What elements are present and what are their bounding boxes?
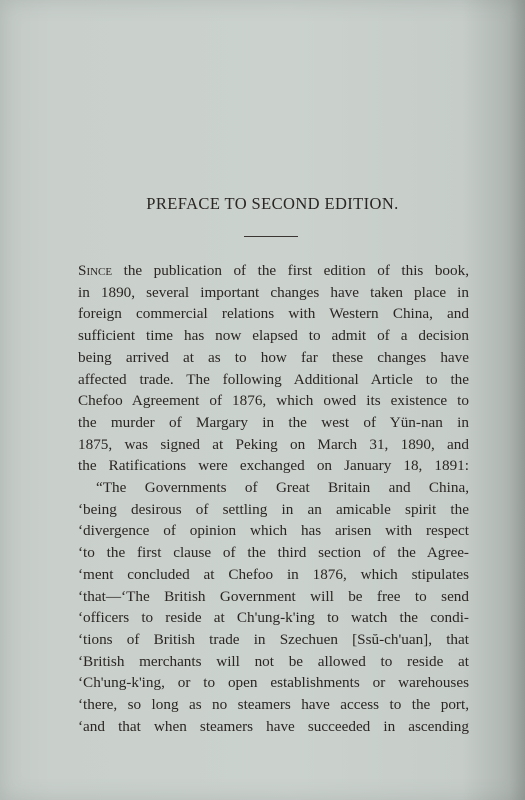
text-line: the murder of Margary in the west of Yün-nan in — [78, 413, 469, 431]
lead-word: Since — [78, 262, 113, 279]
text-line: in 1890, several important changes have taken place in — [78, 283, 469, 301]
first-line-rest: the publication of the first edition of this book, — [112, 262, 469, 279]
text-line: sufficient time has now elapsed to admit of a decision — [78, 327, 469, 345]
text-line: Chefoo Agreement of 1876, which owed its existence to — [78, 392, 469, 410]
quote-line: ‘to the first clause of the third section of the Agree- — [78, 544, 469, 562]
quote-line: ‘that—‘The British Government will be free to send — [78, 587, 469, 605]
quote-line: ‘British merchants will not be allowed to reside at — [78, 652, 469, 670]
quote-line: ‘ment concluded at Chefoo in 1876, which stipulates — [78, 565, 469, 583]
text-line: being arrived at as to how far these changes have — [78, 348, 469, 366]
preface-body — [78, 260, 469, 737]
text-line: 1875, was signed at Peking on March 31, 1890, and — [78, 435, 469, 453]
quote-line: ‘and that when steamers have succeeded in ascending — [78, 717, 469, 735]
text-line: the Ratifications were exchanged on January 18, 1891: — [78, 457, 469, 475]
quote-line: ‘being desirous of settling in an amicable spirit the — [78, 500, 469, 518]
text-line — [78, 260, 469, 282]
quote-line: ‘officers to reside at Ch'ung-k'ing to watch the condi- — [78, 609, 469, 627]
text-line: foreign commercial relations with Western China, and — [78, 305, 469, 323]
heading-rule — [244, 236, 298, 237]
quote-line: ‘divergence of opinion which has arisen with respect — [78, 522, 469, 540]
page-heading: PREFACE TO SECOND EDITION. — [146, 194, 399, 213]
quote-line: ‘Ch'ung-k'ing, or to open establishments or warehouses — [78, 674, 469, 692]
quote-line: ‘there, so long as no steamers have access to the port, — [78, 696, 469, 714]
text-line: affected trade. The following Additional Article to the — [78, 370, 469, 388]
quote-line: “The Governments of Great Britain and China, — [96, 479, 469, 497]
quote-line: ‘tions of British trade in Szechuen [Ssŭ-ch'uan], that — [78, 630, 469, 648]
